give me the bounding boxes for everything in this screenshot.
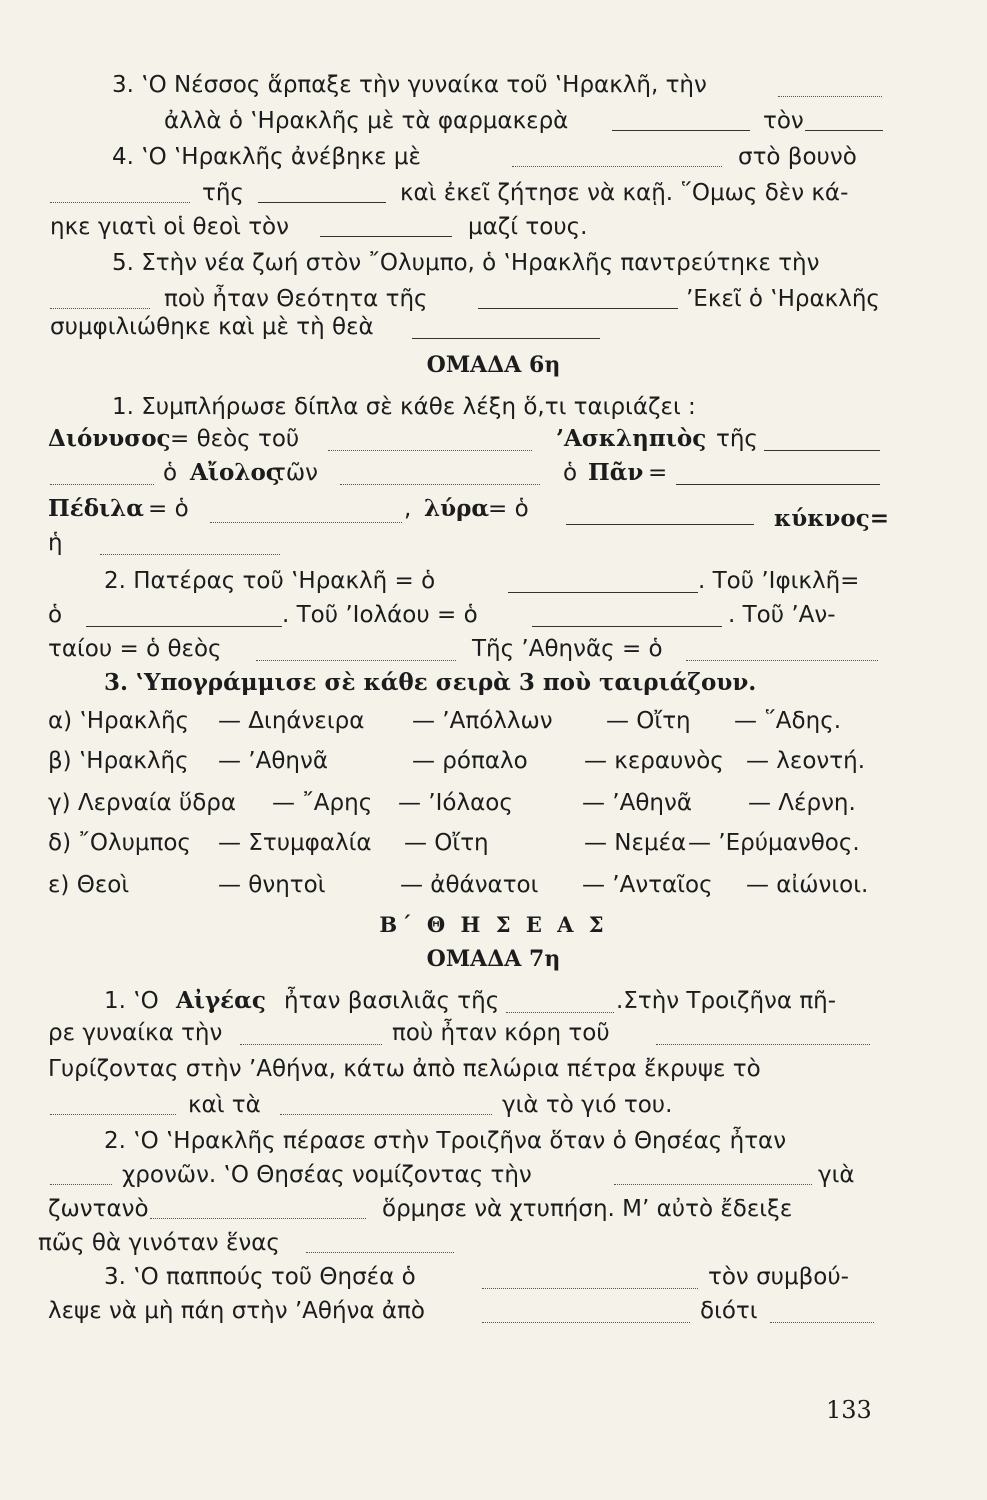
section-b-title: Β΄ Θ Η Σ Ε Α Σ [379, 912, 608, 937]
blank-line[interactable] [256, 660, 456, 661]
text: 3. ‛Ο Νέσσος ἅρπαξε τὴν γυναίκα τοῦ ‛Ηρακλῆ, τὴν [112, 72, 707, 98]
text: ηκε γιατὶ οἱ θεοὶ τὸν [50, 214, 289, 240]
text: Τῆς ’Αθηνᾶς = ὁ [472, 636, 663, 662]
text: = θεὸς τοῦ [170, 426, 300, 452]
text: ’Εκεῖ ὁ ‛Ηρακλῆς [686, 286, 880, 312]
blank-line[interactable] [50, 1114, 176, 1115]
row-cell[interactable]: — αἰώνιοι. [746, 872, 869, 898]
term: ’Ασκληπιὸς [556, 425, 707, 452]
text: ὁ [163, 460, 178, 486]
text: 4. ‛Ο ‛Ηρακλῆς ἀνέβηκε μὲ [112, 144, 421, 170]
blank-line[interactable] [512, 166, 722, 167]
group6-title: ΟΜΑΔΑ 6η [426, 352, 561, 378]
term: λύρα [424, 495, 490, 522]
text: ὅρμησε νὰ χτυπήση. Μ’ αὐτὸ ἔδειξε [382, 1196, 793, 1222]
row-cell[interactable]: — ’Απόλλων [412, 708, 553, 734]
text: . Τοῦ ’Αν- [728, 602, 836, 628]
text: τῶν [272, 460, 318, 486]
row-cell[interactable]: — λεοντή. [746, 748, 866, 774]
blank-line[interactable] [532, 626, 722, 627]
blank-line[interactable] [50, 308, 150, 309]
text: .Στὴν Τροιζῆνα πῆ- [616, 988, 837, 1014]
row-cell[interactable]: — κεραυνὸς [584, 748, 724, 774]
text: τὸν [763, 108, 804, 134]
row-cell[interactable]: α) ‛Ηρακλῆς [48, 708, 190, 734]
row-cell[interactable]: — ’Αθηνᾶ [218, 748, 329, 774]
text: . Τοῦ ’Ιολάου = ὁ [282, 602, 478, 628]
term: Αἴολος [190, 459, 280, 486]
row-cell[interactable]: — Οἴτη [404, 830, 489, 856]
blank-line[interactable] [306, 1252, 454, 1253]
blank-line[interactable] [614, 1184, 812, 1185]
text: , [404, 496, 412, 522]
text: = ὁ [148, 496, 189, 522]
blank-line[interactable] [482, 1322, 690, 1323]
row-cell[interactable]: — ’Ερύμανθος. [688, 830, 860, 856]
blank-line[interactable] [508, 592, 698, 593]
text: ἀλλὰ ὁ ‛Ηρακλῆς μὲ τὰ φαρμακερὰ [164, 108, 569, 134]
blank-line[interactable] [764, 450, 880, 451]
text: ποὺ ἦταν κόρη τοῦ [392, 1020, 610, 1046]
term: Αἰγέας [176, 987, 266, 1014]
text: χρονῶν. ‛Ο Θησέας νομίζοντας τὴν [122, 1162, 532, 1188]
blank-line[interactable] [478, 308, 678, 309]
text: ταίου = ὁ θεὸς [48, 636, 222, 662]
blank-line[interactable] [805, 130, 883, 131]
blank-line[interactable] [50, 1184, 112, 1185]
text: καὶ ἐκεῖ ζήτησε νὰ καῇ. ῞Ομως δὲν κά- [400, 180, 849, 206]
row-cell[interactable]: γ) Λερναία ὕδρα [48, 790, 237, 816]
row-cell[interactable]: — θνητοὶ [218, 872, 326, 898]
row-cell[interactable]: — ρόπαλο [412, 748, 528, 774]
row-cell[interactable]: — Διηάνειρα [218, 708, 365, 734]
text: . Τοῦ ’Ιφικλῆ= [698, 568, 860, 594]
blank-line[interactable] [412, 338, 600, 339]
text: καὶ τὰ [188, 1092, 261, 1118]
text: διότι [700, 1298, 758, 1324]
blank-line[interactable] [50, 484, 154, 485]
text: 1. Συμπλήρωσε δίπλα σὲ κάθε λέξη ὅ,τι ταιριάζει : [112, 394, 696, 420]
text: ὁ [48, 602, 63, 628]
row-cell[interactable]: — Νεμέα [584, 830, 687, 856]
text: λεψε νὰ μὴ πάη στὴν ’Αθήνα ἀπὸ [48, 1298, 425, 1324]
term: κύκνος= [774, 505, 890, 532]
row-cell[interactable]: β) ‛Ηρακλῆς [48, 748, 189, 774]
term: Πέδιλα [48, 495, 144, 522]
blank-line[interactable] [100, 554, 280, 555]
text: συμφιλιώθηκε καὶ μὲ τὴ θεὰ [50, 314, 374, 340]
text: στὸ βουνὸ [738, 144, 857, 170]
blank-line[interactable] [50, 202, 190, 203]
blank-line[interactable] [482, 1288, 698, 1289]
text: 1. ‛Ο [104, 988, 159, 1014]
blank-line[interactable] [686, 660, 878, 661]
row-cell[interactable]: — ’Ιόλαος [398, 790, 513, 816]
blank-line[interactable] [656, 1044, 870, 1045]
group7-title: ΟΜΑΔΑ 7η [426, 946, 561, 972]
text: ζωντανὸ [48, 1196, 149, 1222]
term: Πᾶν [588, 459, 644, 486]
blank-line[interactable] [770, 1322, 874, 1323]
text: μαζί τους. [468, 214, 588, 240]
text: 2. ‛Ο ‛Ηρακλῆς πέρασε στὴν Τροιζῆνα ὅταν ὁ Θησέας ἦταν [104, 1128, 787, 1154]
blank-line[interactable] [240, 1044, 382, 1045]
row-cell[interactable]: — Λέρνη. [748, 790, 856, 816]
blank-line[interactable] [150, 1218, 366, 1219]
blank-line[interactable] [506, 1012, 614, 1013]
row-cell[interactable]: δ) ῎Ολυμπος [48, 830, 191, 856]
text: τῆς [202, 180, 244, 206]
term: Διόνυσος [48, 425, 171, 452]
row-cell[interactable]: — ῞Αδης. [734, 708, 842, 734]
row-cell[interactable]: — ’Αθηνᾶ [582, 790, 693, 816]
blank-line[interactable] [566, 524, 754, 525]
text: 5. Στὴν νέα ζωή στὸν ῎Ολυμπο, ὁ ‛Ηρακλῆς παντρεύτηκε τὴν [112, 250, 820, 276]
blank-line[interactable] [86, 626, 282, 627]
row-cell[interactable]: — Οἴτη [606, 708, 691, 734]
row-cell[interactable]: — ἀθάνατοι [400, 872, 539, 898]
row-cell[interactable]: ε) Θεοὶ [48, 872, 130, 898]
text: ἡ [48, 530, 63, 556]
blank-line[interactable] [328, 450, 532, 451]
text: γιὰ [818, 1162, 855, 1188]
text: = ὁ [488, 496, 529, 522]
text: ὁ [563, 460, 578, 486]
text: γιὰ τὸ γιό του. [502, 1092, 673, 1118]
text: ἦταν βασιλιᾶς τῆς [284, 988, 500, 1014]
text: 2. Πατέρας τοῦ ‛Ηρακλῆ = ὁ [104, 568, 436, 594]
text: πῶς θὰ γινόταν ἕνας [38, 1230, 280, 1256]
page-number: 133 [826, 1396, 872, 1424]
blank-line[interactable] [210, 522, 402, 523]
text: = [648, 460, 668, 486]
blank-line[interactable] [676, 484, 880, 485]
blank-line[interactable] [612, 130, 750, 131]
text: τῆς [716, 426, 758, 452]
text: ρε γυναίκα τὴν [48, 1020, 223, 1046]
row-cell[interactable]: — ῎Αρης [272, 790, 373, 816]
text: Γυρίζοντας στὴν ’Αθήνα, κάτω ἀπὸ πελώρια πέτρα ἔκρυψε τὸ [48, 1056, 761, 1082]
blank-line[interactable] [280, 1114, 492, 1115]
blank-line[interactable] [778, 96, 882, 97]
blank-line[interactable] [340, 484, 540, 485]
blank-line[interactable] [258, 202, 386, 203]
text: ποὺ ἦταν Θεότητα τῆς [164, 286, 428, 312]
row-cell[interactable]: — Στυμφαλία [218, 830, 372, 856]
text: τὸν συμβού- [708, 1264, 849, 1290]
row-cell[interactable]: — ’Ανταῖος [582, 872, 713, 898]
text: 3. ‛Υπογράμμισε σὲ κάθε σειρὰ 3 ποὺ ταιριάζουν. [104, 669, 757, 696]
blank-line[interactable] [320, 236, 452, 237]
text: 3. ‛Ο παππούς τοῦ Θησέα ὁ [104, 1264, 416, 1290]
